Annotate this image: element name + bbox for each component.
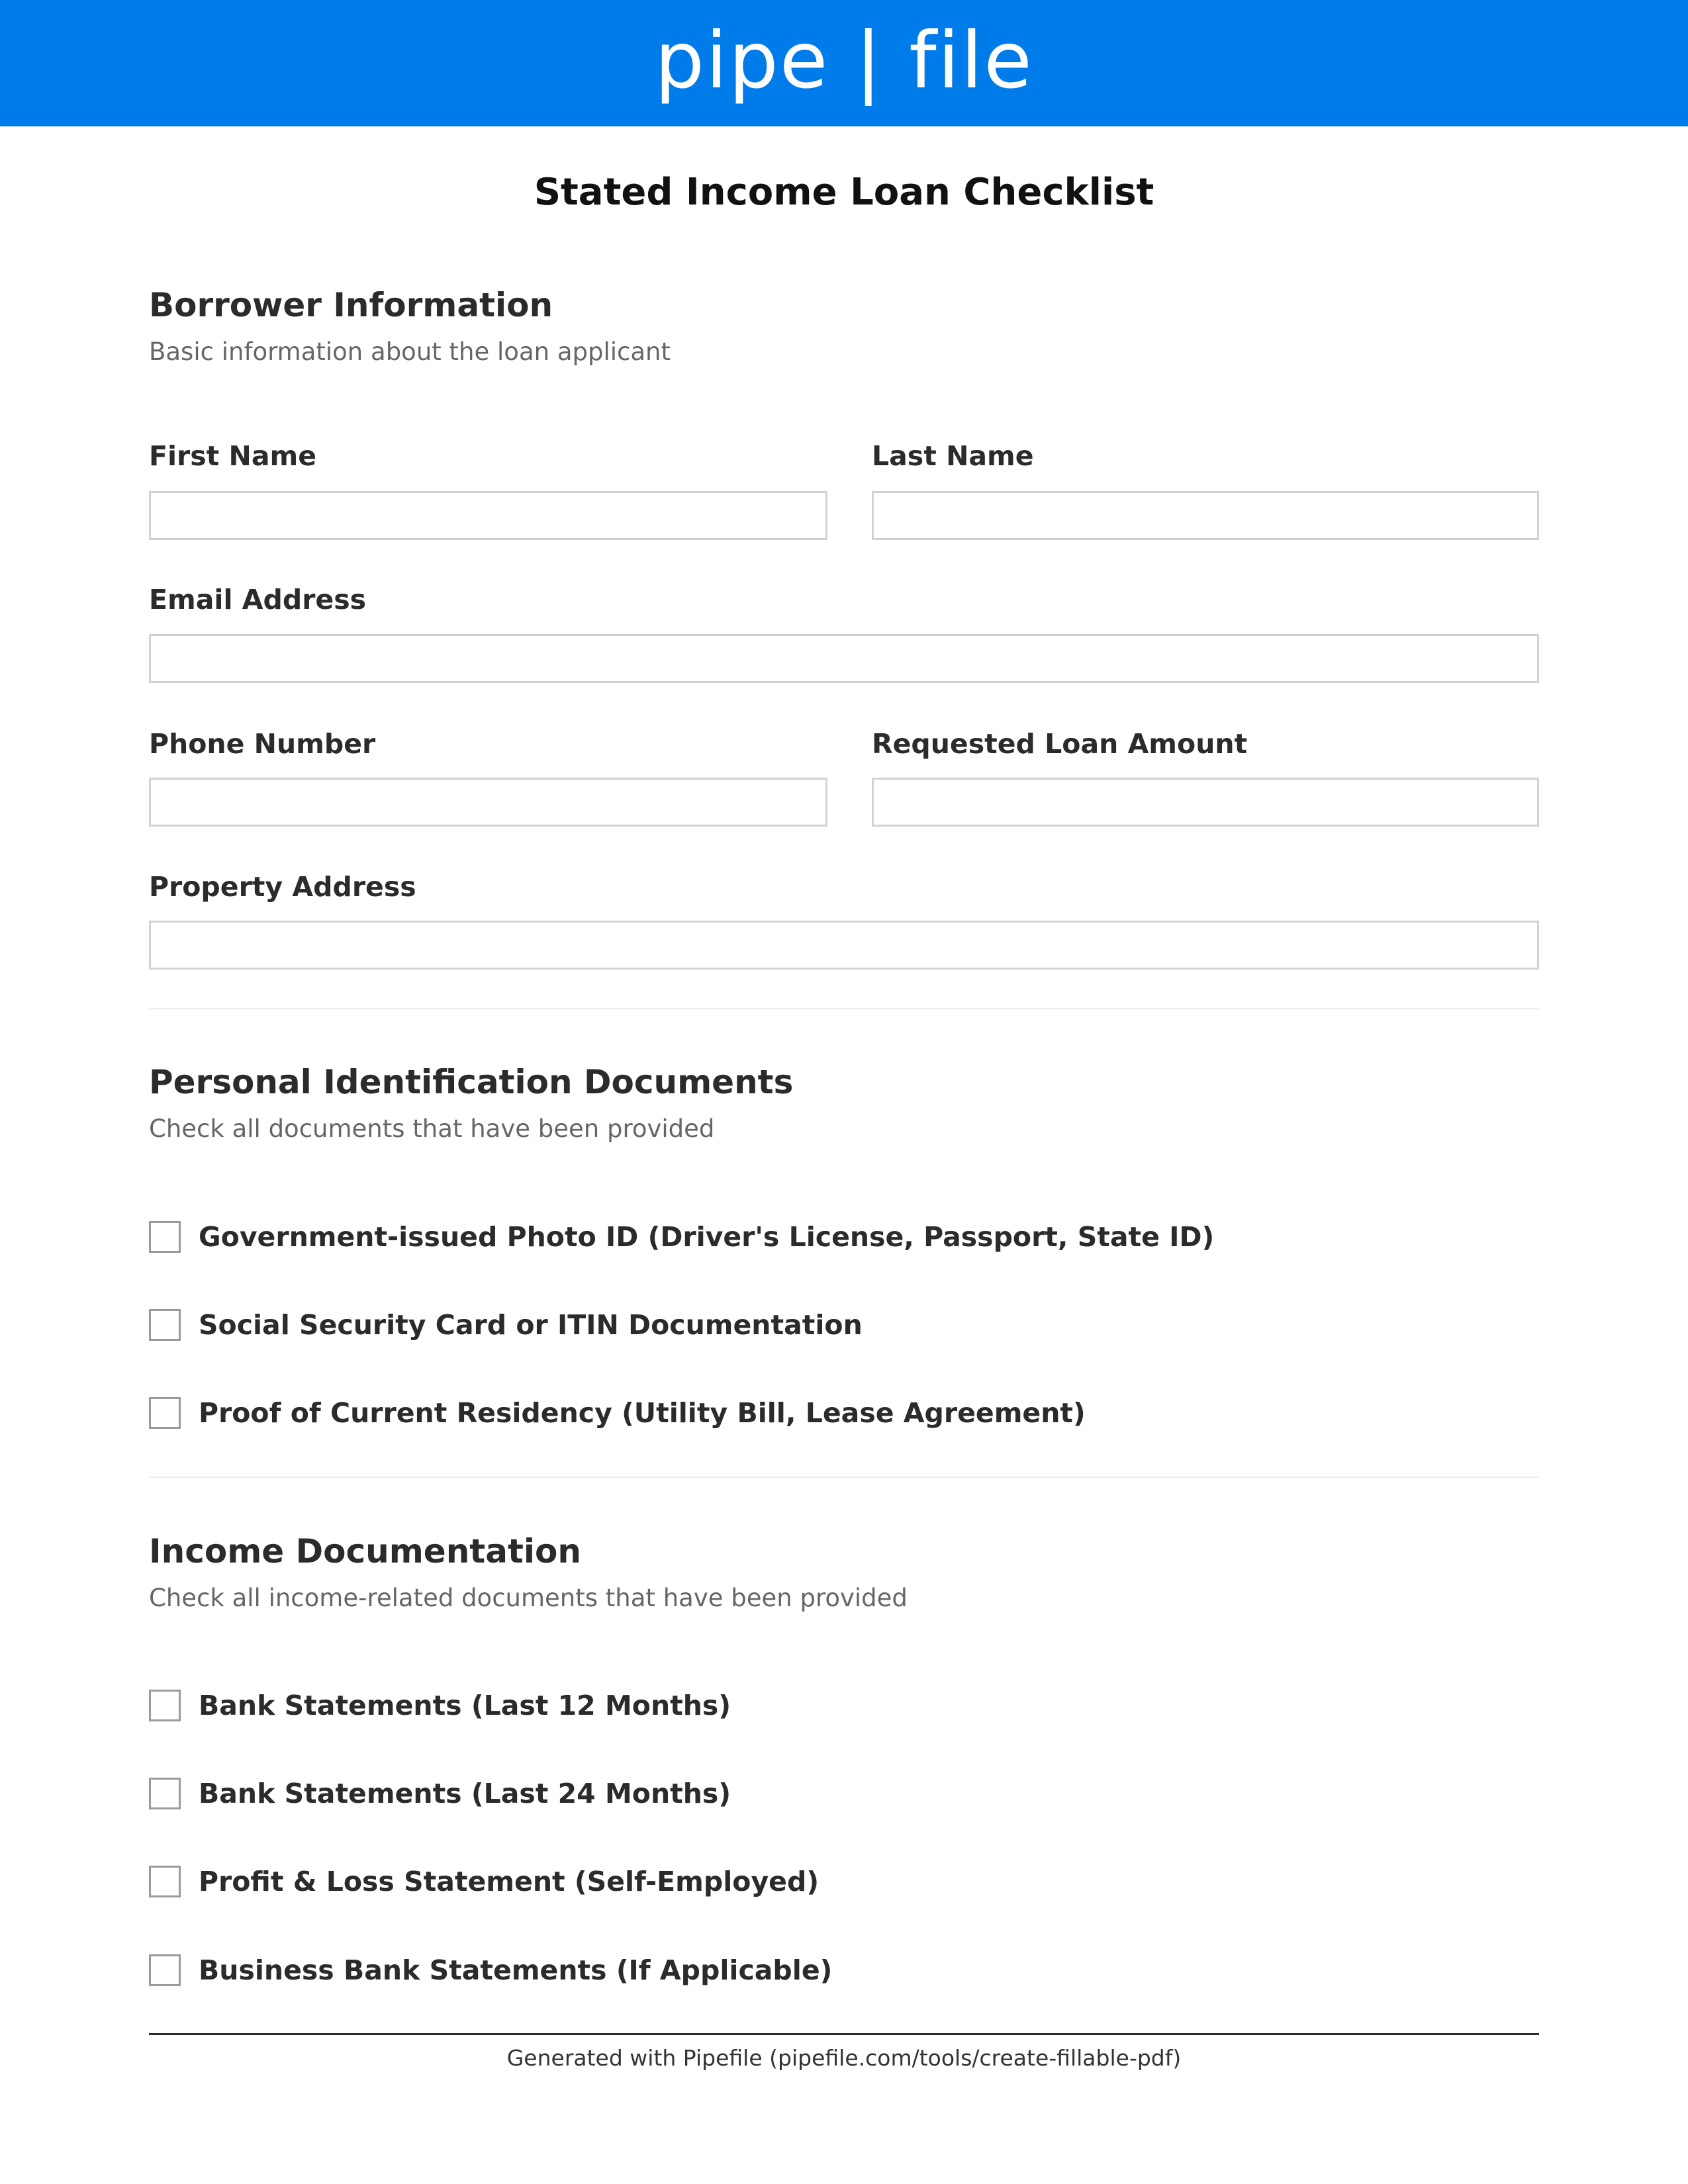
- phone-number-field[interactable]: [149, 778, 827, 827]
- checklist-item[interactable]: [149, 1221, 1214, 1253]
- checkbox-label: Proof of Current Residency (Utility Bill, Lease Agreement): [199, 1397, 1086, 1429]
- section-divider: [149, 1008, 1539, 1009]
- footer-rule: [149, 2033, 1539, 2035]
- checkbox[interactable]: [149, 1954, 181, 1986]
- checklist-item[interactable]: [149, 1866, 819, 1897]
- requested-loan-amount-label: Requested Loan Amount: [872, 728, 1248, 760]
- first-name-field[interactable]: [149, 491, 827, 540]
- section-divider: [149, 1477, 1539, 1478]
- checkbox-label: Government-issued Photo ID (Driver's License, Passport, State ID): [199, 1221, 1215, 1253]
- checkbox[interactable]: [149, 1221, 181, 1253]
- phone-number-label: Phone Number: [149, 728, 376, 760]
- property-address-field[interactable]: [149, 921, 1539, 970]
- email-address-label: Email Address: [149, 584, 367, 615]
- section-title-identification: Personal Identification Documents: [149, 1063, 794, 1101]
- checkbox[interactable]: [149, 1397, 181, 1429]
- checkbox[interactable]: [149, 1690, 181, 1721]
- footer-text: Generated with Pipefile (pipefile.com/tools/create-fillable-pdf): [506, 2045, 1182, 2071]
- checkbox[interactable]: [149, 1309, 181, 1341]
- section-title-borrower: Borrower Information: [149, 286, 553, 324]
- last-name-label: Last Name: [872, 440, 1034, 472]
- checkbox-label: Profit & Loss Statement (Self-Employed): [199, 1866, 820, 1897]
- checklist-item[interactable]: [149, 1954, 832, 1986]
- checkbox-label: Bank Statements (Last 24 Months): [199, 1778, 731, 1809]
- checkbox-label: Business Bank Statements (If Applicable): [199, 1954, 833, 1986]
- section-subtitle-borrower: Basic information about the loan applicant: [149, 338, 671, 366]
- checklist-item[interactable]: [149, 1309, 863, 1341]
- checklist-item[interactable]: [149, 1778, 731, 1809]
- document-title: Stated Income Loan Checklist: [534, 171, 1154, 214]
- requested-loan-amount-field[interactable]: [872, 778, 1539, 827]
- section-subtitle-identification: Check all documents that have been provided: [149, 1115, 715, 1143]
- checkbox[interactable]: [149, 1866, 181, 1897]
- section-title-income: Income Documentation: [149, 1532, 581, 1570]
- pipefile-logo: pipe | file: [655, 14, 1033, 106]
- section-subtitle-income: Check all income-related documents that have been provided: [149, 1584, 908, 1612]
- last-name-field[interactable]: [872, 491, 1539, 540]
- header-banner: [0, 0, 1688, 126]
- checkbox[interactable]: [149, 1778, 181, 1809]
- checklist-item[interactable]: [149, 1690, 731, 1721]
- property-address-label: Property Address: [149, 871, 416, 903]
- checkbox-label: Social Security Card or ITIN Documentation: [199, 1309, 863, 1341]
- checkbox-label: Bank Statements (Last 12 Months): [199, 1690, 731, 1721]
- email-address-field[interactable]: [149, 634, 1539, 683]
- checklist-item[interactable]: [149, 1397, 1086, 1429]
- first-name-label: First Name: [149, 440, 317, 472]
